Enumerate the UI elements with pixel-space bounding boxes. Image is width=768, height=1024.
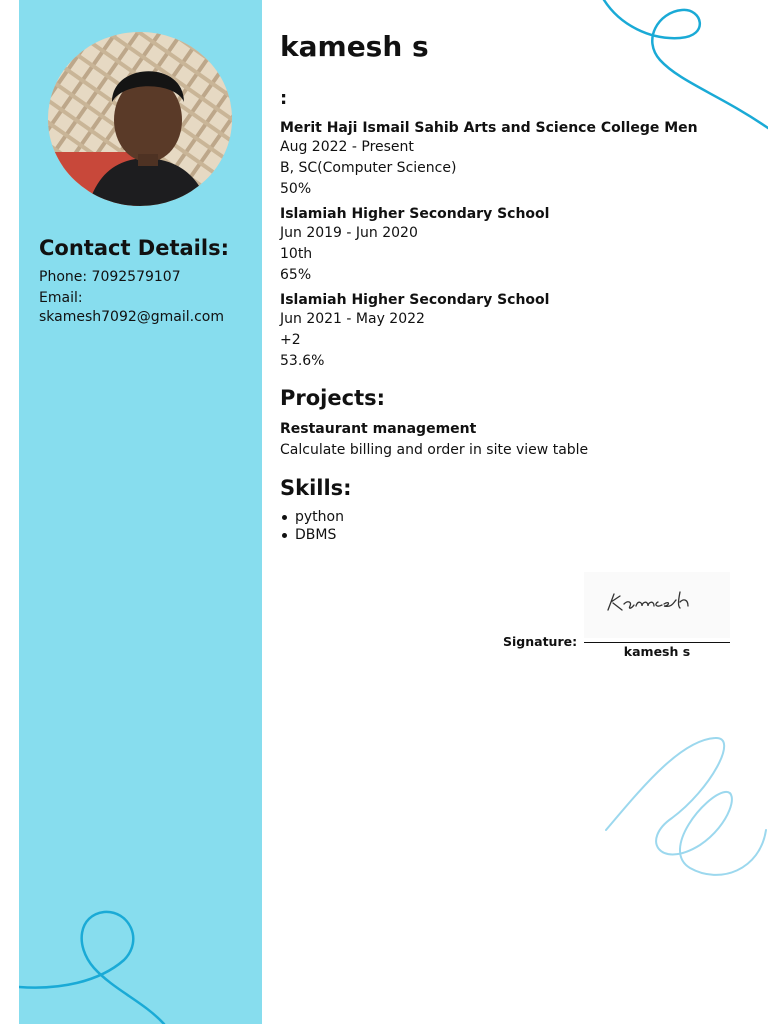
skill-item: python: [280, 508, 344, 526]
skills-heading: Skills:: [280, 476, 352, 500]
projects-heading: Projects:: [280, 386, 385, 410]
education-dates: Jun 2021 - May 2022: [280, 311, 425, 327]
education-school: Merit Haji Ismail Sahib Arts and Science College Men: [280, 120, 698, 136]
project-description: Calculate billing and order in site view table: [280, 442, 589, 458]
skill-item: DBMS: [280, 526, 344, 544]
contact-phone: Phone: 7092579107: [39, 269, 181, 285]
education-score: 65%: [280, 267, 312, 283]
signature-handwriting: [584, 572, 730, 638]
education-dates: Jun 2019 - Jun 2020: [280, 225, 418, 241]
contact-details-heading: Contact Details:: [39, 236, 229, 260]
education-score: 50%: [280, 181, 312, 197]
profile-photo: [48, 32, 232, 206]
education-entry: [280, 119, 750, 200]
education-degree: B, SC(Computer Science): [280, 160, 457, 176]
decorative-swirl-sidebar: [19, 890, 262, 1024]
project-title: Restaurant management: [280, 421, 477, 437]
contact-email-label: Email:: [39, 290, 83, 306]
section-heading-empty: :: [280, 88, 288, 109]
education-entry: [280, 205, 750, 286]
signature-name: kamesh s: [623, 644, 691, 659]
sidebar: [19, 0, 262, 1024]
candidate-name: kamesh s: [280, 30, 429, 63]
signature-label: Signature:: [503, 634, 578, 649]
skills-list: [280, 508, 344, 544]
profile-photo-image: [48, 32, 232, 206]
education-school: Islamiah Higher Secondary School: [280, 206, 550, 222]
signature-image: [584, 572, 730, 638]
education-degree: +2: [280, 332, 301, 348]
signature-line: [584, 642, 730, 643]
education-entry: [280, 291, 750, 372]
contact-email[interactable]: skamesh7092@gmail.com: [39, 309, 225, 325]
education-dates: Aug 2022 - Present: [280, 139, 414, 155]
project-entry: [280, 419, 588, 461]
education-degree: 10th: [280, 246, 313, 262]
education-score: 53.6%: [280, 353, 325, 369]
education-school: Islamiah Higher Secondary School: [280, 292, 550, 308]
decorative-scribble-bottom: [600, 730, 768, 890]
